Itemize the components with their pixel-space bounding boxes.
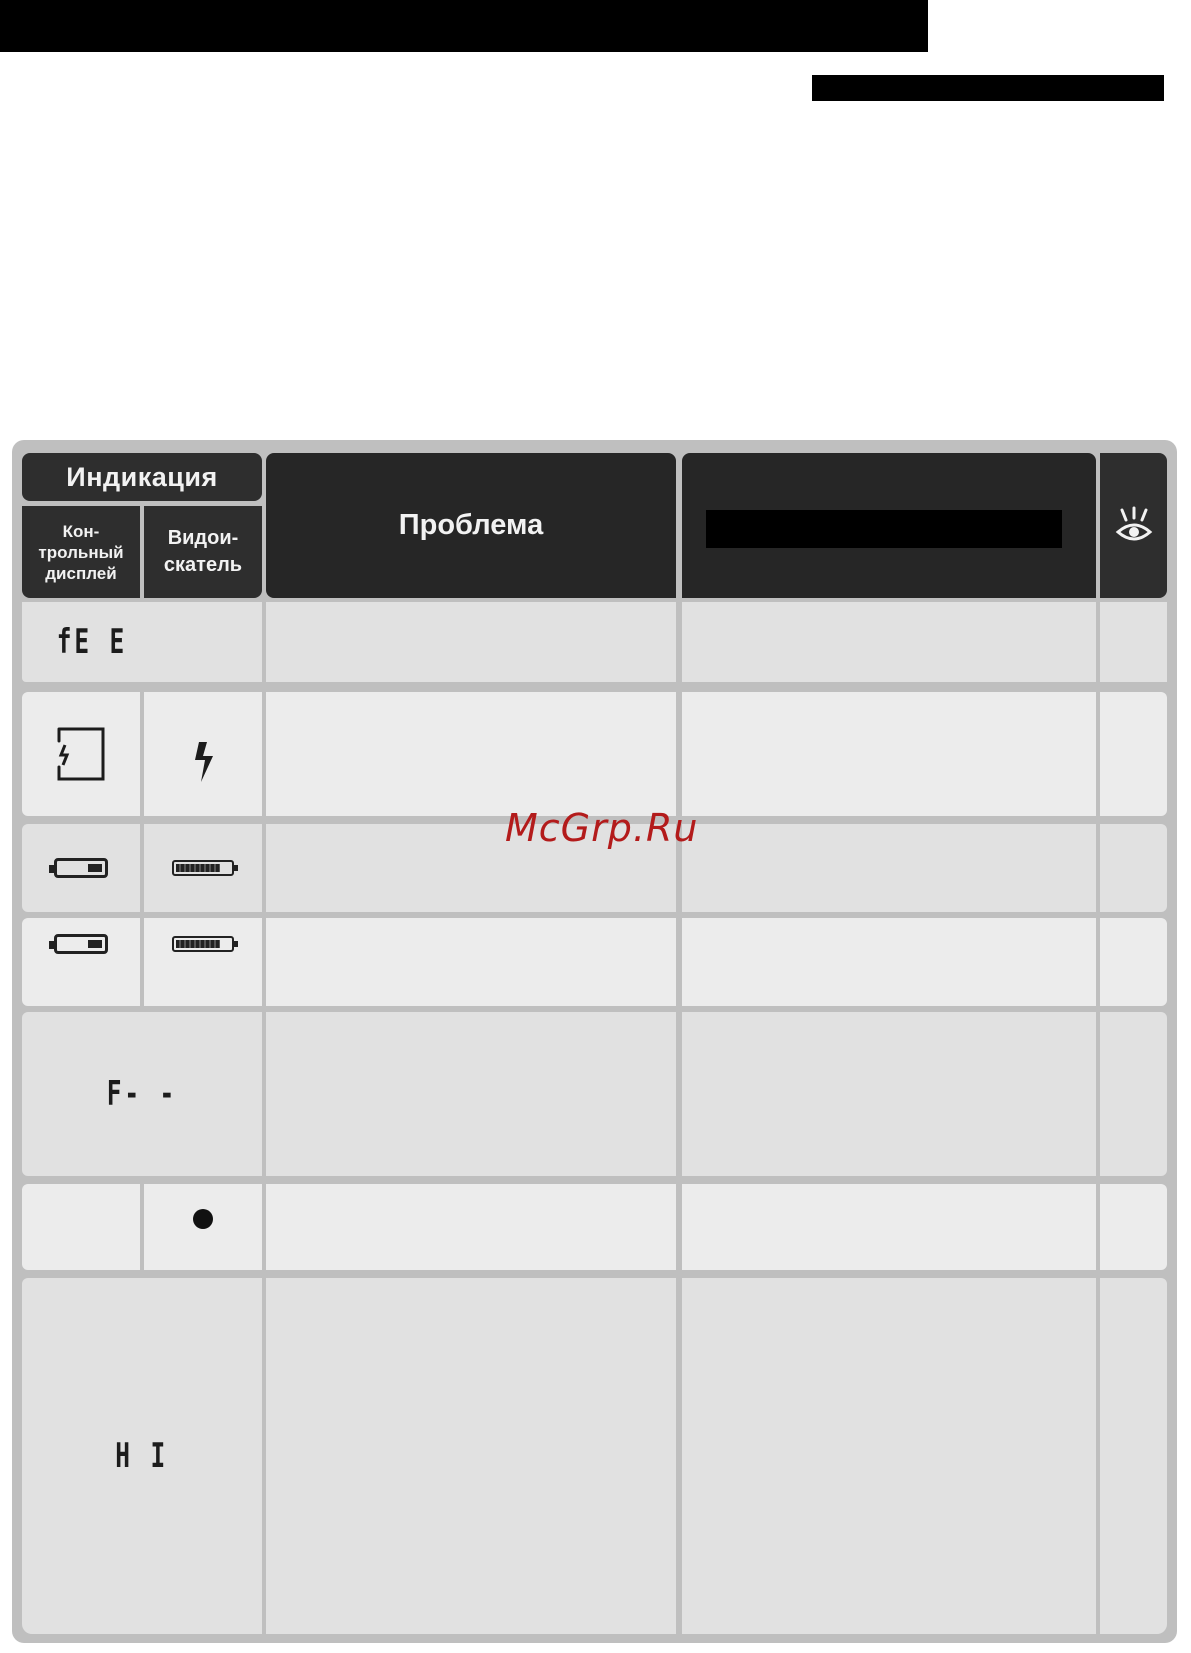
row1-solution-cell bbox=[682, 602, 1096, 682]
watermark: McGrp.Ru bbox=[505, 806, 699, 850]
row5-solution-cell bbox=[682, 1012, 1096, 1176]
row5-problem-cell bbox=[266, 1012, 676, 1176]
row6-viewfinder bbox=[144, 1176, 262, 1262]
row3-control-display bbox=[22, 824, 140, 912]
row3-viewfinder bbox=[144, 824, 262, 912]
row1-segment-text: fE E bbox=[56, 622, 128, 662]
flash-frame-icon bbox=[51, 723, 111, 785]
row2-control-display bbox=[22, 692, 140, 816]
focus-dot-icon bbox=[191, 1207, 215, 1231]
battery-low-icon bbox=[54, 934, 108, 954]
row5-control-display bbox=[22, 1012, 262, 1176]
row6-solution-cell bbox=[682, 1184, 1096, 1270]
flash-bolt-icon bbox=[189, 740, 217, 784]
row4-viewfinder bbox=[144, 900, 262, 988]
row4-control-display bbox=[22, 900, 140, 988]
eye-icon bbox=[1114, 506, 1154, 546]
row7-control-display bbox=[22, 1278, 262, 1634]
battery-low-icon bbox=[54, 858, 108, 878]
redacted-section-label bbox=[812, 75, 1164, 101]
header-viewfinder-label: Видои- скатель bbox=[163, 527, 243, 576]
row4-problem-cell bbox=[266, 918, 676, 1006]
row7-page-cell bbox=[1100, 1278, 1167, 1634]
header-page-ref bbox=[1100, 453, 1167, 598]
row1-problem-cell bbox=[266, 602, 676, 682]
row6-control-cell bbox=[22, 1184, 140, 1270]
row7-problem-cell bbox=[266, 1278, 676, 1634]
row7-solution-cell bbox=[682, 1278, 1096, 1634]
row2-problem-cell bbox=[266, 692, 676, 816]
row3-page-cell bbox=[1100, 824, 1167, 912]
row4-solution-cell bbox=[682, 918, 1096, 1006]
header-indication: Индикация bbox=[22, 453, 262, 501]
row5-page-cell bbox=[1100, 1012, 1167, 1176]
row6-page-cell bbox=[1100, 1184, 1167, 1270]
row5-segment-text: F- - bbox=[106, 1074, 178, 1114]
header-problem: Проблема bbox=[266, 453, 676, 598]
redacted-header-solution bbox=[706, 510, 1062, 548]
header-control-display-label: Кон- трольный дисплей bbox=[38, 521, 124, 583]
row7-segment-text: H I bbox=[115, 1436, 169, 1476]
row1-control-display bbox=[22, 602, 162, 682]
row2-page-cell bbox=[1100, 692, 1167, 816]
redacted-title-bar bbox=[0, 0, 928, 52]
row4-page-cell bbox=[1100, 918, 1167, 1006]
row1-page-cell bbox=[1100, 602, 1167, 682]
row3-solution-cell bbox=[682, 824, 1096, 912]
viewfinder-battery-icon bbox=[172, 936, 234, 952]
row2-solution-cell bbox=[682, 692, 1096, 816]
row6-problem-cell bbox=[266, 1184, 676, 1270]
viewfinder-battery-icon bbox=[172, 860, 234, 876]
header-viewfinder bbox=[144, 506, 262, 598]
header-control-display bbox=[22, 506, 140, 598]
row2-viewfinder bbox=[144, 700, 262, 824]
